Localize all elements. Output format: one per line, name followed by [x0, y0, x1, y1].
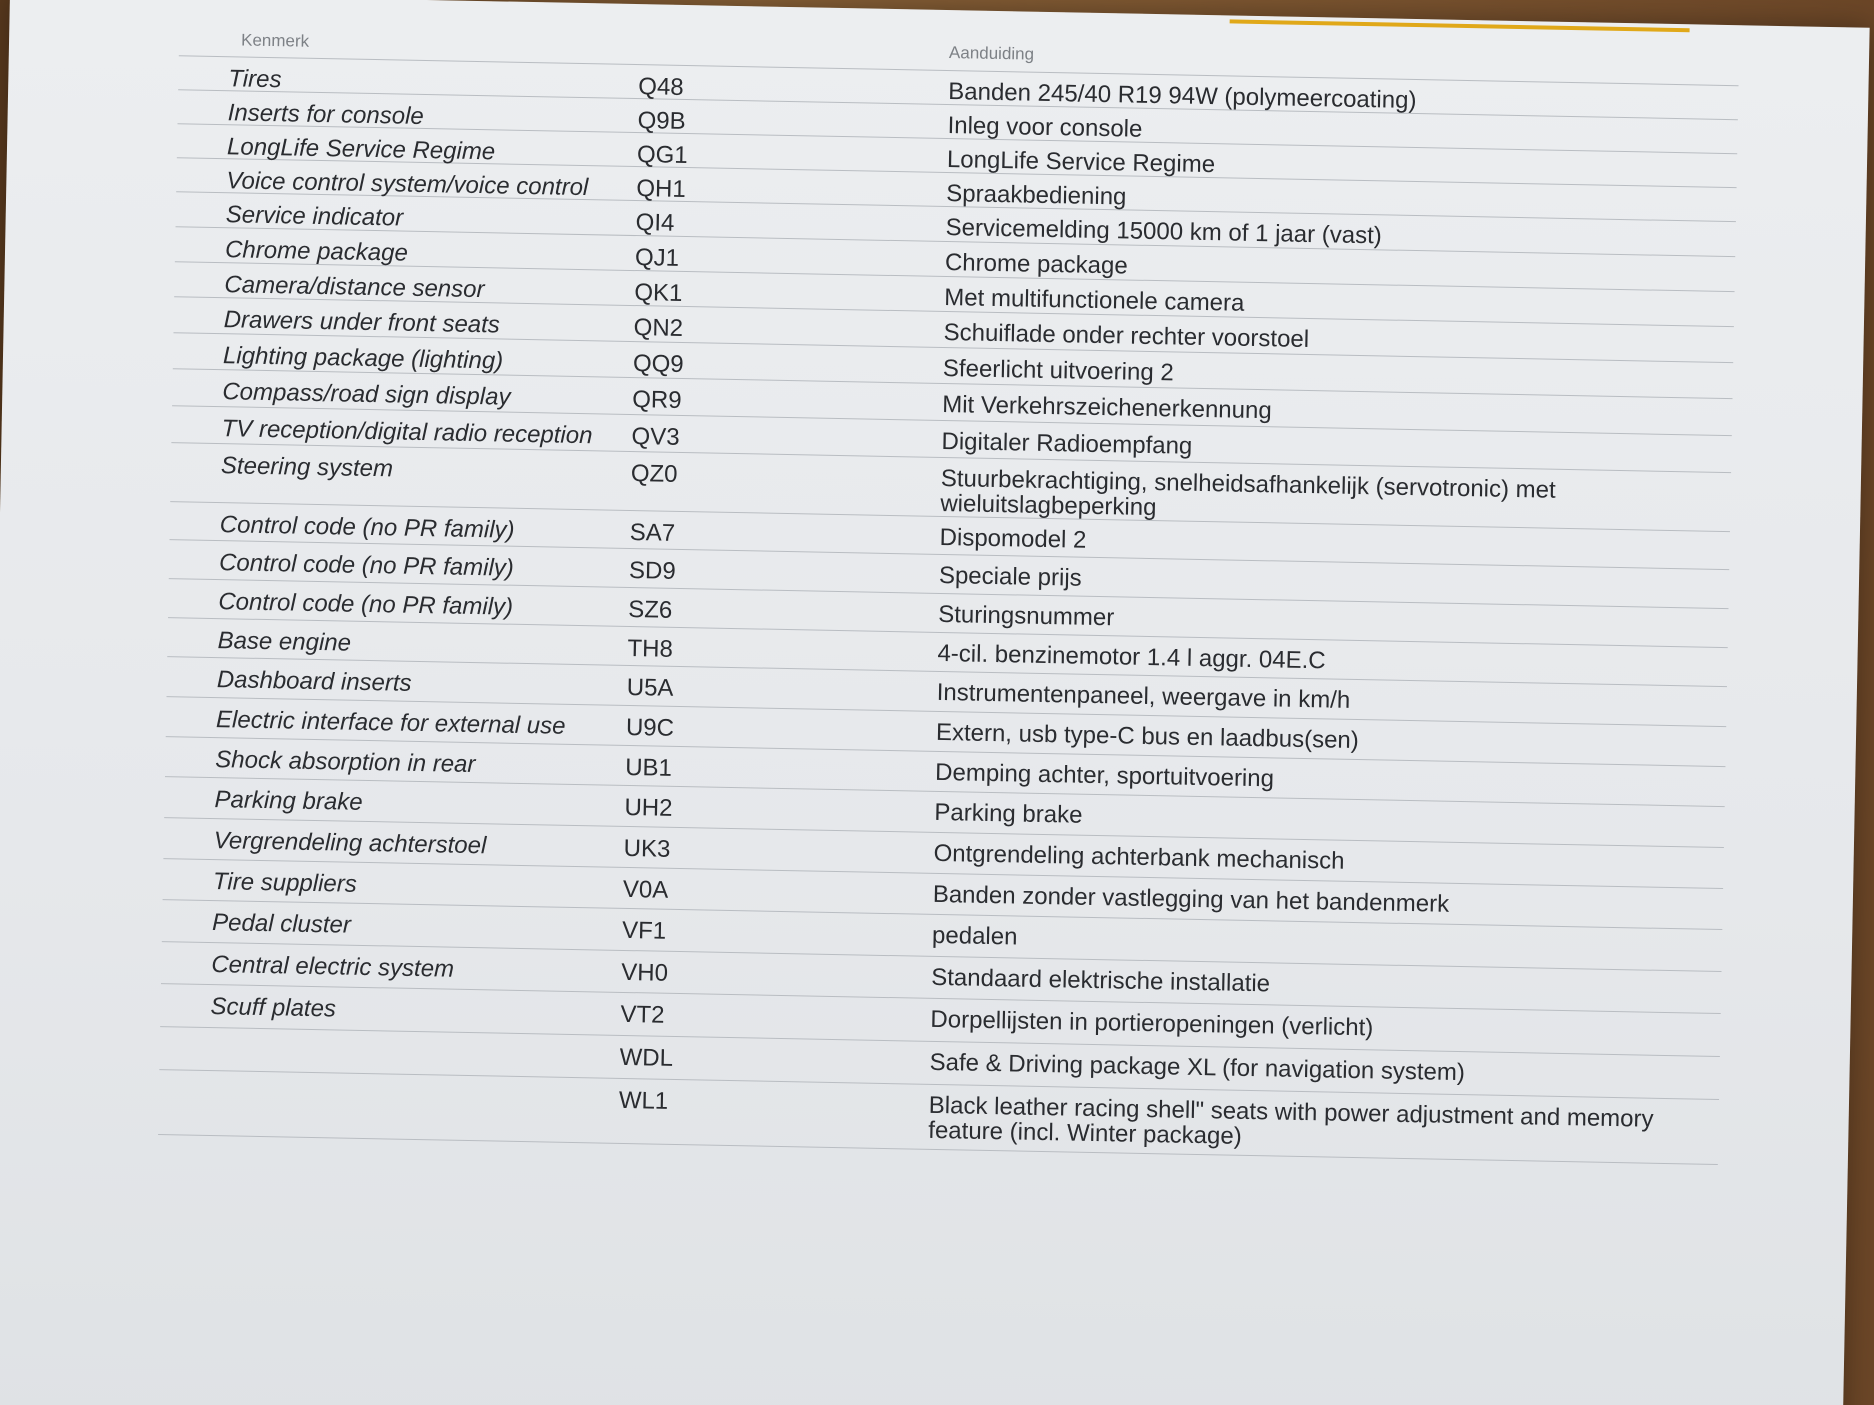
description-cell: Instrumentenpaneel, weergave in km/h	[936, 678, 1351, 714]
feature-cell: Camera/distance sensor	[224, 271, 485, 304]
description-cell: Met multifunctionele camera	[944, 283, 1245, 317]
feature-cell: Pedal cluster	[211, 909, 352, 939]
description-cell: Parking brake	[934, 798, 1083, 829]
description-cell: Schuiflade onder rechter voorstoel	[943, 318, 1310, 354]
feature-cell: Lighting package (lighting)	[222, 342, 504, 375]
feature-cell: Central electric system	[211, 951, 455, 983]
description-cell: Stuurbekrachtiging, snelheidsafhankelijk (servotronic) met wieluitslagbeperking	[940, 464, 1556, 522]
feature-cell: Tires	[228, 65, 282, 94]
code-cell: QJ1	[634, 244, 680, 272]
code-cell: TH8	[627, 634, 674, 663]
header-feature: Kenmerk	[240, 30, 310, 51]
code-cell: WDL	[619, 1043, 674, 1072]
description-cell: Black leather racing shell" seats with power adjustment and memory feature (incl. Winter package)	[928, 1091, 1654, 1151]
header-code-spacer	[639, 30, 949, 36]
code-cell: Q9B	[637, 107, 686, 135]
code-cell: UH2	[624, 793, 673, 822]
description-cell: Inleg voor console	[947, 112, 1143, 143]
code-cell: QH1	[636, 175, 686, 204]
feature-cell: Chrome package	[224, 236, 409, 267]
feature-cell: Control code (no PR family)	[219, 511, 515, 544]
code-cell: VT2	[620, 1000, 665, 1029]
feature-cell: Inserts for console	[227, 99, 425, 130]
code-cell: QK1	[634, 279, 683, 307]
description-cell: LongLife Service Regime	[946, 146, 1216, 179]
feature-cell: Shock absorption in rear	[215, 746, 476, 779]
accent-rule	[1230, 19, 1690, 32]
feature-cell: Base engine	[217, 627, 352, 657]
code-cell: QN2	[633, 314, 684, 342]
feature-cell: Vergrendeling achterstoel	[213, 827, 487, 860]
code-cell: WL1	[618, 1086, 669, 1115]
description-cell: Ontgrendeling achterbank mechanisch	[933, 839, 1345, 875]
description-cell: Spraakbediening	[946, 180, 1127, 211]
feature-cell: Drawers under front seats	[223, 306, 501, 339]
feature-cell: Voice control system/voice control	[226, 167, 589, 202]
code-cell: SD9	[628, 556, 676, 585]
code-cell: VF1	[621, 916, 667, 945]
table-body	[158, 56, 1738, 1165]
code-cell: U5A	[626, 673, 674, 702]
feature-cell: Parking brake	[214, 786, 363, 816]
code-cell: SZ6	[628, 595, 673, 624]
code-cell: QQ9	[632, 350, 684, 378]
code-cell: UB1	[624, 753, 673, 782]
description-cell: Demping achter, sportuitvoering	[934, 758, 1275, 793]
feature-cell: TV reception/digital radio reception	[221, 415, 593, 450]
description-cell: Dorpellijsten in portieropeningen (verlicht)	[930, 1005, 1374, 1042]
description-cell: Banden zonder vastlegging van het bandenmerk	[932, 880, 1450, 918]
description-cell: Extern, usb type-C bus en laadbus(sen)	[935, 718, 1360, 755]
feature-cell: LongLife Service Regime	[226, 133, 496, 166]
code-cell: U9C	[625, 713, 675, 742]
code-cell: QZ0	[630, 460, 678, 488]
description-cell: Sturingsnummer	[937, 600, 1115, 632]
description-cell: Speciale prijs	[938, 561, 1082, 592]
code-cell: V0A	[622, 875, 669, 904]
code-cell: QV3	[631, 423, 680, 451]
description-cell: Banden 245/40 R19 94W (polymeercoating)	[948, 78, 1417, 115]
description-cell: 4-cil. benzinemotor 1.4 l aggr. 04E.C	[937, 639, 1326, 675]
feature-cell: Service indicator	[225, 201, 404, 232]
description-cell: Digitaler Radioempfang	[941, 427, 1193, 460]
code-cell: SA7	[629, 518, 676, 547]
header-description: Aanduiding	[948, 43, 1035, 64]
description-cell: Sfeerlicht uitvoering 2	[942, 354, 1174, 387]
feature-cell: Electric interface for external use	[215, 706, 566, 740]
description-cell: Mit Verkehrszeichenerkennung	[941, 390, 1272, 425]
description-cell: Chrome package	[944, 249, 1128, 280]
feature-cell: Scuff plates	[210, 993, 337, 1023]
feature-cell: Steering system	[220, 452, 394, 483]
description-cell: Safe & Driving package XL (for navigation system)	[929, 1048, 1466, 1087]
feature-cell: Control code (no PR family)	[218, 549, 515, 582]
feature-cell: Tire suppliers	[212, 868, 358, 898]
code-cell: QR9	[632, 386, 682, 414]
feature-cell: Control code (no PR family)	[218, 588, 514, 621]
code-cell: Q48	[638, 73, 684, 101]
code-cell: UK3	[623, 834, 671, 863]
options-table	[158, 21, 1739, 1165]
code-cell: QG1	[636, 141, 688, 170]
feature-cell: Dashboard inserts	[216, 666, 412, 697]
description-cell: Dispomodel 2	[939, 523, 1087, 554]
description-cell: Servicemelding 15000 km of 1 jaar (vast)	[945, 214, 1383, 250]
description-cell: pedalen	[931, 921, 1018, 951]
description-cell: Standaard elektrische installatie	[930, 963, 1271, 998]
feature-cell: Compass/road sign display	[222, 378, 511, 411]
code-cell: QI4	[635, 209, 675, 237]
code-cell: VH0	[621, 958, 669, 987]
